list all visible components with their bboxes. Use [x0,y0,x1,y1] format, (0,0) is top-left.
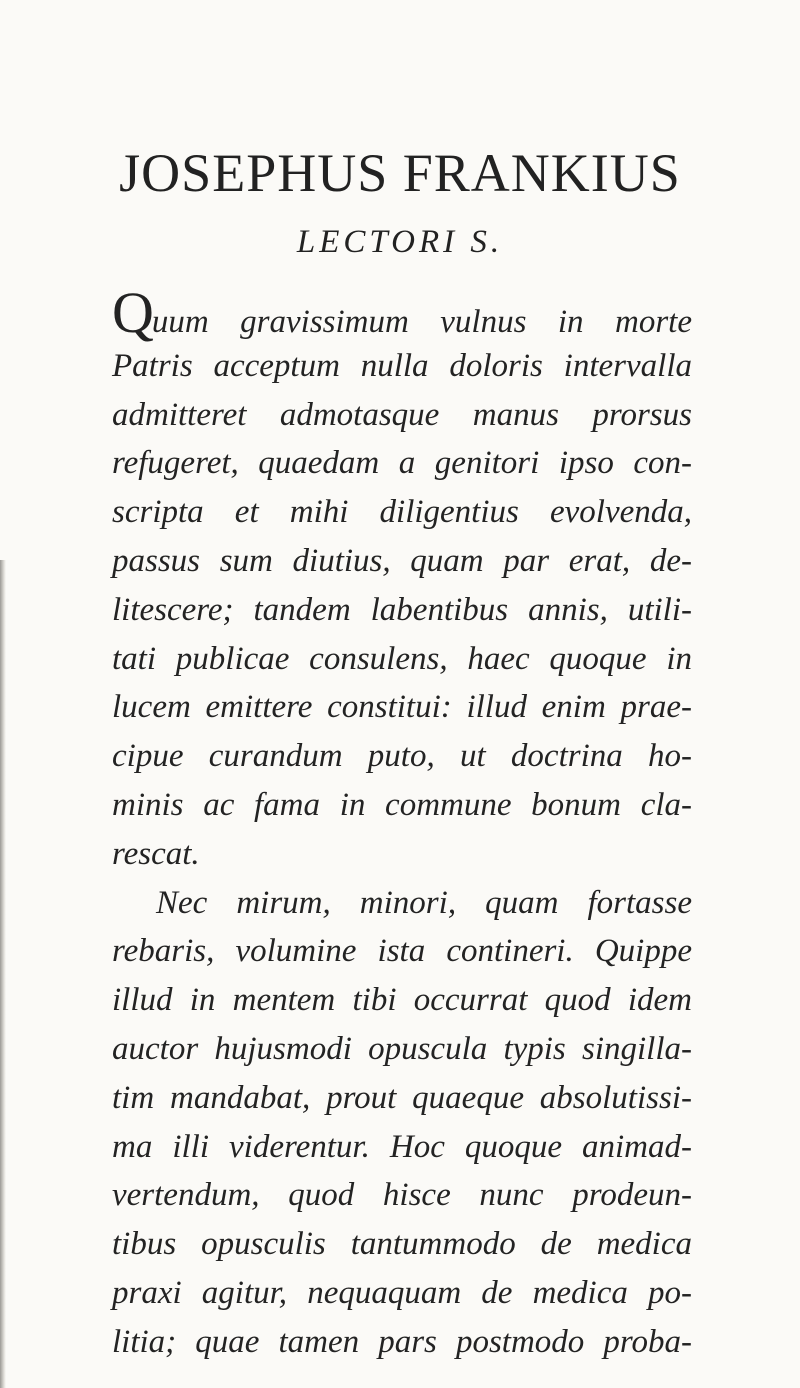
text-line: illud in mentem tibi occurrat quod idem [112,982,692,1019]
page-title: JOSEPHUS FRANKIUS [119,143,681,203]
text-line: praxi agitur, nequaquam de medica po- [112,1274,692,1311]
text-line: scripta et mihi diligentius evolvenda, [112,494,692,531]
text-line-first [112,280,692,345]
text-line: minis ac fama in commune bonum cla- [112,786,692,823]
page-gutter-shadow [0,560,6,1388]
text-line: Patris acceptum nulla doloris intervalla [112,347,692,384]
text-line: auctor hujusmodi opuscula typis singilla- [112,1030,692,1067]
text-line: tim mandabat, prout quaeque absolutissi- [112,1079,692,1116]
text-line: tati publicae consulens, haec quoque in [112,640,692,677]
text-line: admitteret admotasque manus prorsus [112,396,692,433]
text-line-paragraph-start: Nec mirum, minori, quam fortasse [156,884,692,921]
text-line: vertendum, quod hisce nunc prodeun- [112,1177,692,1214]
text-line: tibus opusculis tantummodo de medica [112,1226,692,1263]
text-line: passus sum diutius, quam par erat, de- [112,542,692,579]
text-line: lucem emittere constitui: illud enim prae- [112,689,692,726]
text-line: cipue curandum puto, ut doctrina ho- [112,738,692,775]
text-line-paragraph-end: rescat. [112,835,200,872]
body-text [112,280,692,1367]
first-line-text: uum gravissimum vulnus in morte [151,304,692,340]
drop-cap: Q [112,280,154,345]
text-line: refugeret, quaedam a genitori ipso con- [112,445,692,482]
page-subtitle: LECTORI S. [296,224,504,260]
text-line: rebaris, volumine ista contineri. Quippe [112,933,692,970]
text-line: ma illi viderentur. Hoc quoque animad- [112,1128,692,1165]
text-line: litia; quae tamen pars postmodo proba- [112,1323,692,1360]
text-line: litescere; tandem labentibus annis, utili- [112,591,692,628]
